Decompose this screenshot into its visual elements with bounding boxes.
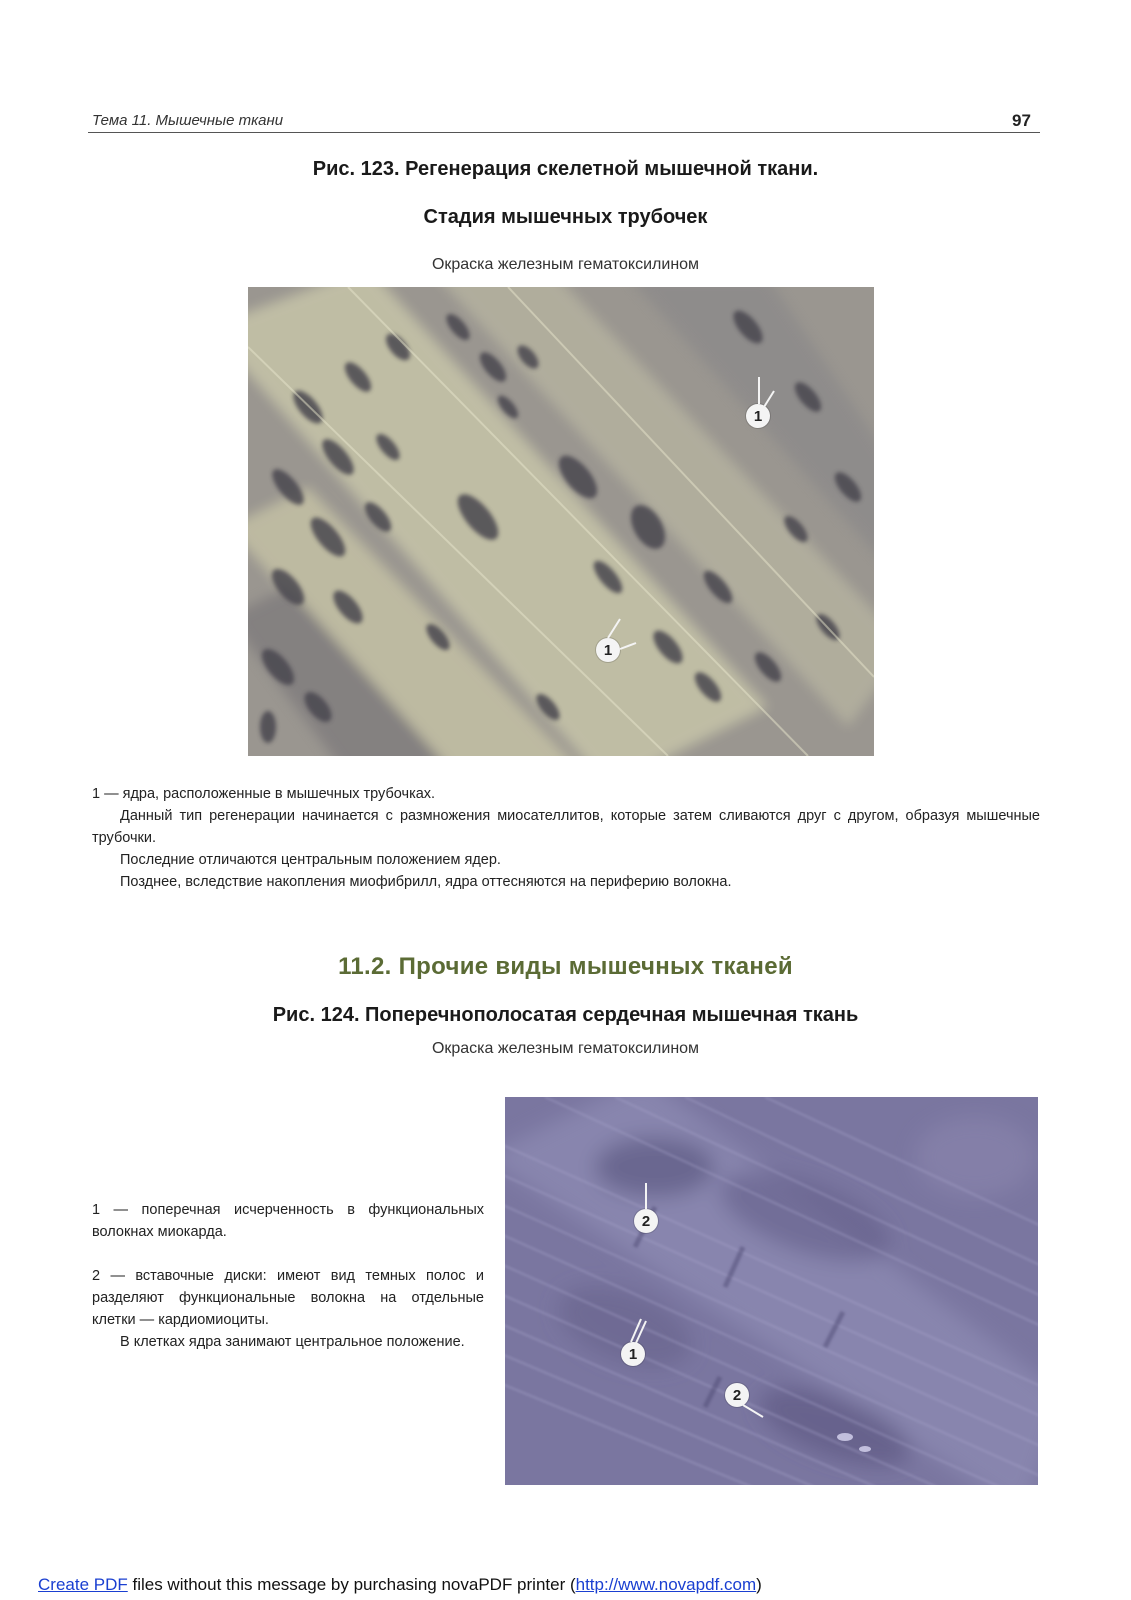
figure-123-legend-para-1: Данный тип регенерации начинается с размножения миосателлитов, которые затем сливаются друг с другом, образуя мышечные трубочки. [92,808,1040,846]
header-rule [88,132,1040,133]
page-number: 97 [1012,111,1031,130]
figure-123-title: Рис. 123. Регенерация скелетной мышечной ткани. [312,158,819,180]
figure-124-leader-lines [505,1097,1038,1485]
figure-124-stain: Окраска железным гематоксилином [431,1040,700,1057]
figure-124-title: Рис. 124. Поперечнополосатая сердечная мышечная ткань [272,1004,859,1026]
figure-123-legend-item-1: 1 — ядра, расположенные в мышечных трубочках. [92,786,436,802]
running-header-title: Тема 11. Мышечные ткани [92,112,284,129]
figure-123-leader-lines [248,287,874,756]
figure-123-marker-1b: 1 [596,638,620,662]
figure-124-legend-item-1: 1 — поперечная исчерченность в функциональных волокнах миокарда. [92,1202,484,1240]
figure-124-legend-para: В клетках ядра занимают центральное положение. [120,1334,465,1350]
figure-123-subtitle: Стадия мышечных трубочек [423,206,708,228]
footer-text-2: ) [756,1575,762,1594]
figure-123-legend-para-3: Позднее, вследствие накопления миофибрилл, ядра оттесняются на периферию волокна. [120,874,732,890]
figure-123-micrograph [248,287,874,756]
section-title: 11.2. Прочие виды мышечных тканей [338,953,793,980]
figure-123-stain: Окраска железным гематоксилином [431,256,700,273]
create-pdf-link[interactable]: Create PDF [38,1575,128,1594]
figure-124-micrograph [505,1097,1038,1485]
figure-124-legend-item-2: 2 — вставочные диски: имеют вид темных полос и разделяют функциональные волокна на отдельные клетки — кардиомиоциты. [92,1268,484,1328]
novapdf-url-link[interactable]: http://www.novapdf.com [575,1575,757,1594]
figure-124-marker-1: 1 [621,1342,645,1366]
figure-124-marker-2a: 2 [634,1209,658,1233]
figure-123-legend-para-2: Последние отличаются центральным положением ядер. [120,852,501,868]
footer-notice [38,1575,762,1595]
figure-123-legend [92,783,1040,893]
figure-124-marker-2b: 2 [725,1383,749,1407]
figure-123-marker-1a: 1 [746,404,770,428]
footer-text-1: files without this message by purchasing novaPDF printer ( [127,1575,576,1594]
figure-124-legend [92,1199,484,1353]
